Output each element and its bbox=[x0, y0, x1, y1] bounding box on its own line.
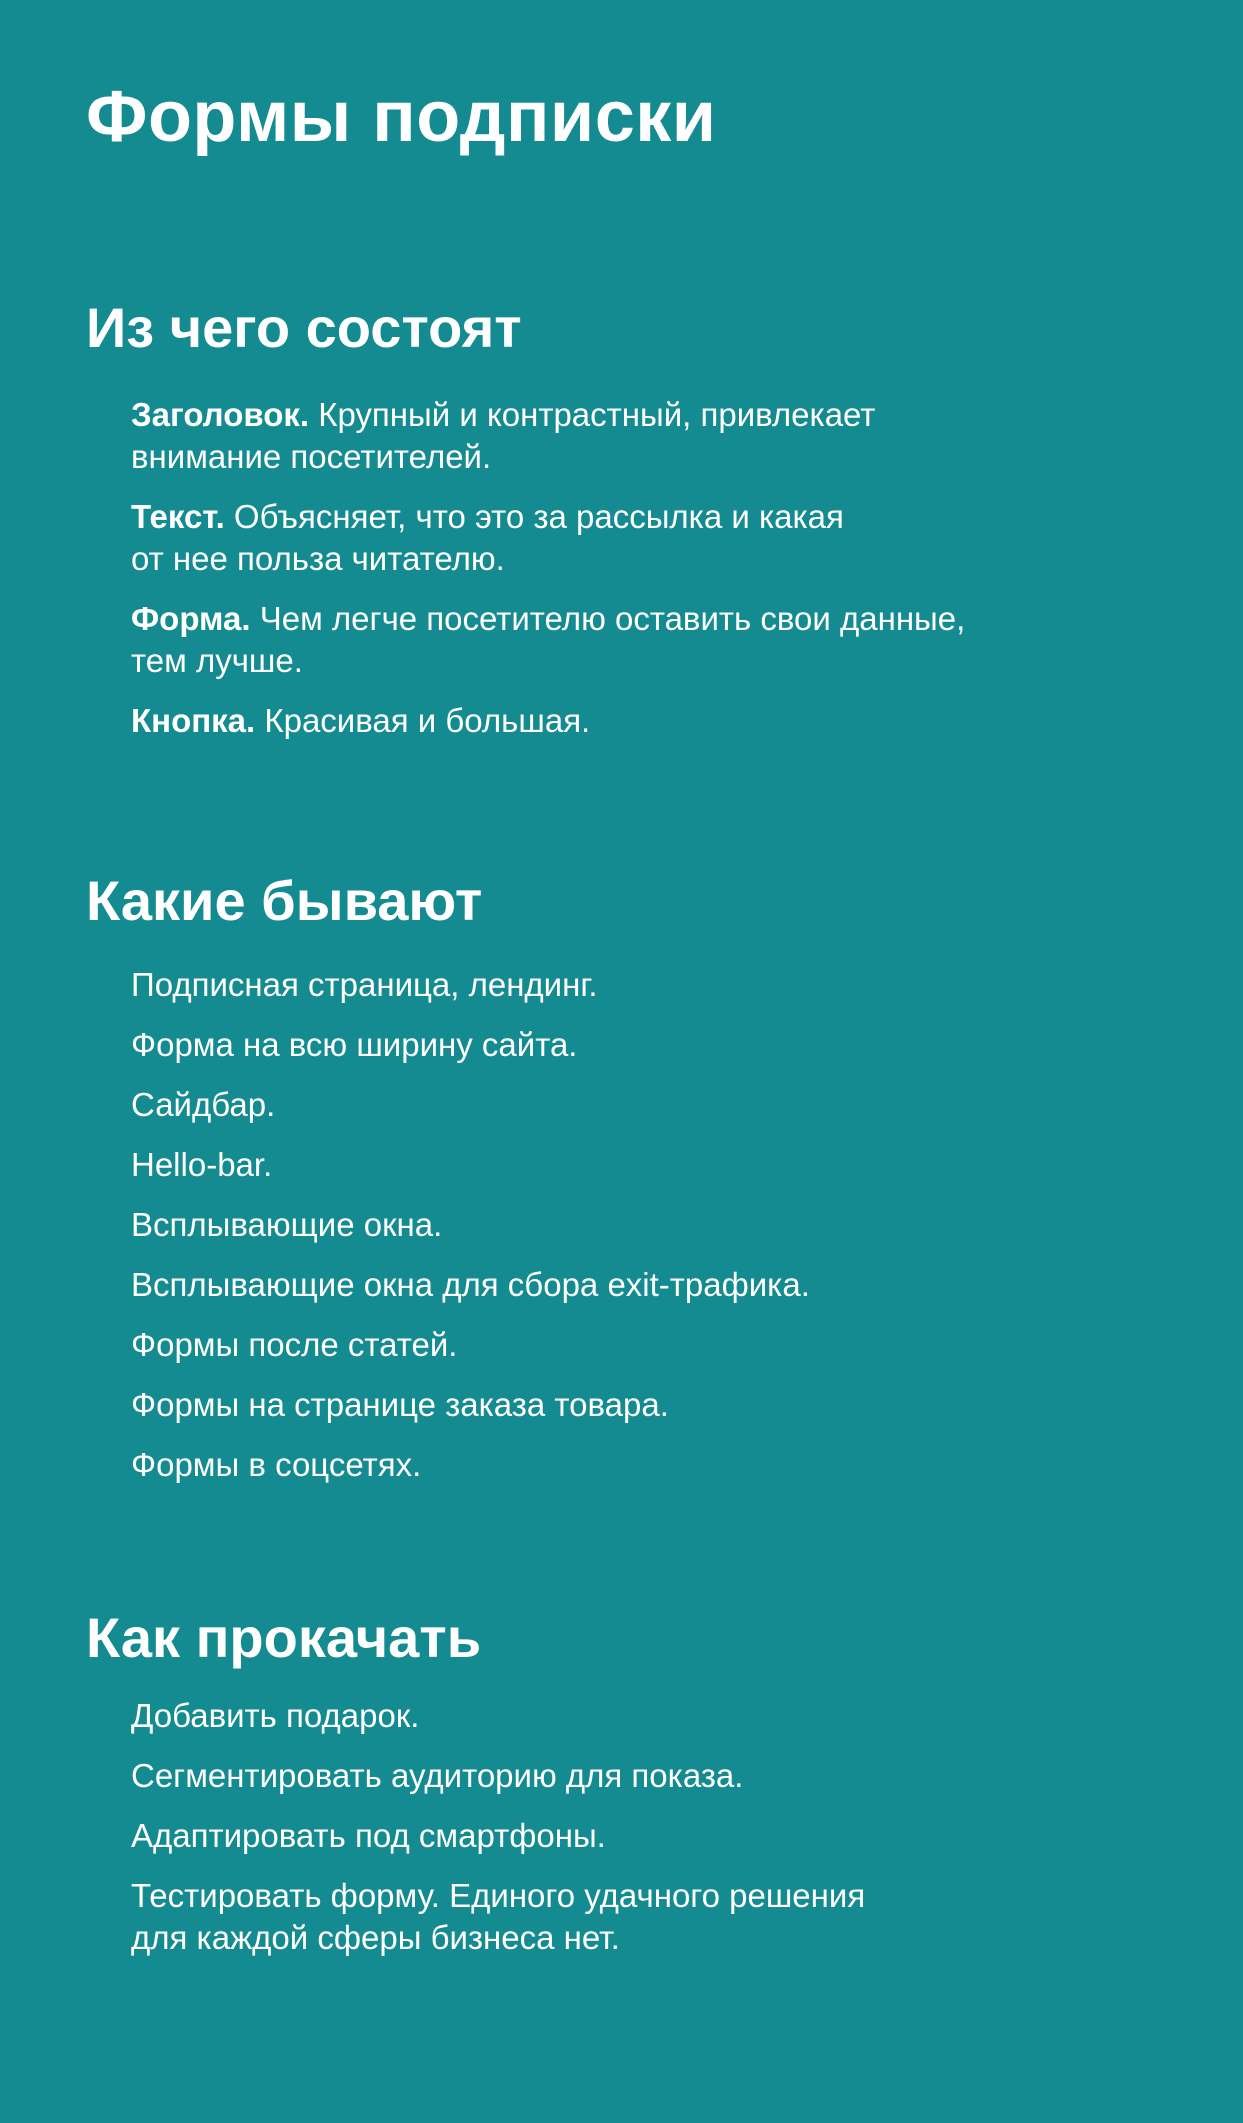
list-item bbox=[131, 394, 1186, 478]
improve-list bbox=[86, 1695, 1186, 1959]
item-text: Тестировать форму. Единого удачного решения bbox=[131, 1877, 866, 1914]
item-text-continued: тем лучше. bbox=[131, 642, 303, 679]
list-item: Всплывающие окна для сбора exit-трафика. bbox=[131, 1266, 810, 1303]
list-item: Добавить подарок. bbox=[131, 1697, 420, 1734]
types-list bbox=[86, 964, 1186, 1486]
list-item: Форма на всю ширину сайта. bbox=[131, 1026, 578, 1063]
list-item: Сегментировать аудиторию для показа. bbox=[131, 1757, 744, 1794]
section-types bbox=[86, 866, 1186, 1504]
section-heading: Какие бывают bbox=[86, 869, 483, 932]
page-title: Формы подписки bbox=[86, 77, 717, 157]
section-components bbox=[86, 293, 1186, 760]
list-item bbox=[131, 496, 1186, 580]
list-item: Всплывающие окна. bbox=[131, 1206, 443, 1243]
item-term: Заголовок. bbox=[131, 396, 310, 433]
list-item: Адаптировать под смартфоны. bbox=[131, 1817, 606, 1854]
item-term: Кнопка. bbox=[131, 702, 256, 739]
section-heading: Как прокачать bbox=[86, 1606, 482, 1669]
list-item: Hello-bar. bbox=[131, 1146, 273, 1183]
item-term: Форма. bbox=[131, 600, 251, 637]
item-text: Объясняет, что это за рассылка и какая bbox=[224, 498, 844, 535]
list-item: Формы после статей. bbox=[131, 1326, 458, 1363]
list-item: Сайдбар. bbox=[131, 1086, 276, 1123]
list-item bbox=[131, 598, 1186, 682]
section-heading: Из чего состоят bbox=[86, 296, 522, 359]
item-text-continued: внимание посетителей. bbox=[131, 438, 492, 475]
components-list bbox=[86, 394, 1186, 742]
list-item: Формы в соцсетях. bbox=[131, 1446, 422, 1483]
list-item bbox=[131, 700, 1186, 742]
item-text: Крупный и контрастный, привлекает bbox=[309, 396, 876, 433]
item-text: Красивая и большая. bbox=[255, 702, 591, 739]
item-text-continued: для каждой сферы бизнеса нет. bbox=[131, 1919, 620, 1956]
list-item bbox=[131, 1875, 1186, 1959]
item-term: Текст. bbox=[131, 498, 225, 535]
item-text: Чем легче посетителю оставить свои данные, bbox=[250, 600, 966, 637]
list-item: Формы на странице заказа товара. bbox=[131, 1386, 669, 1423]
item-text-continued: от нее польза читателю. bbox=[131, 540, 505, 577]
list-item: Подписная страница, лендинг. bbox=[131, 966, 598, 1003]
section-improve bbox=[86, 1603, 1186, 1977]
